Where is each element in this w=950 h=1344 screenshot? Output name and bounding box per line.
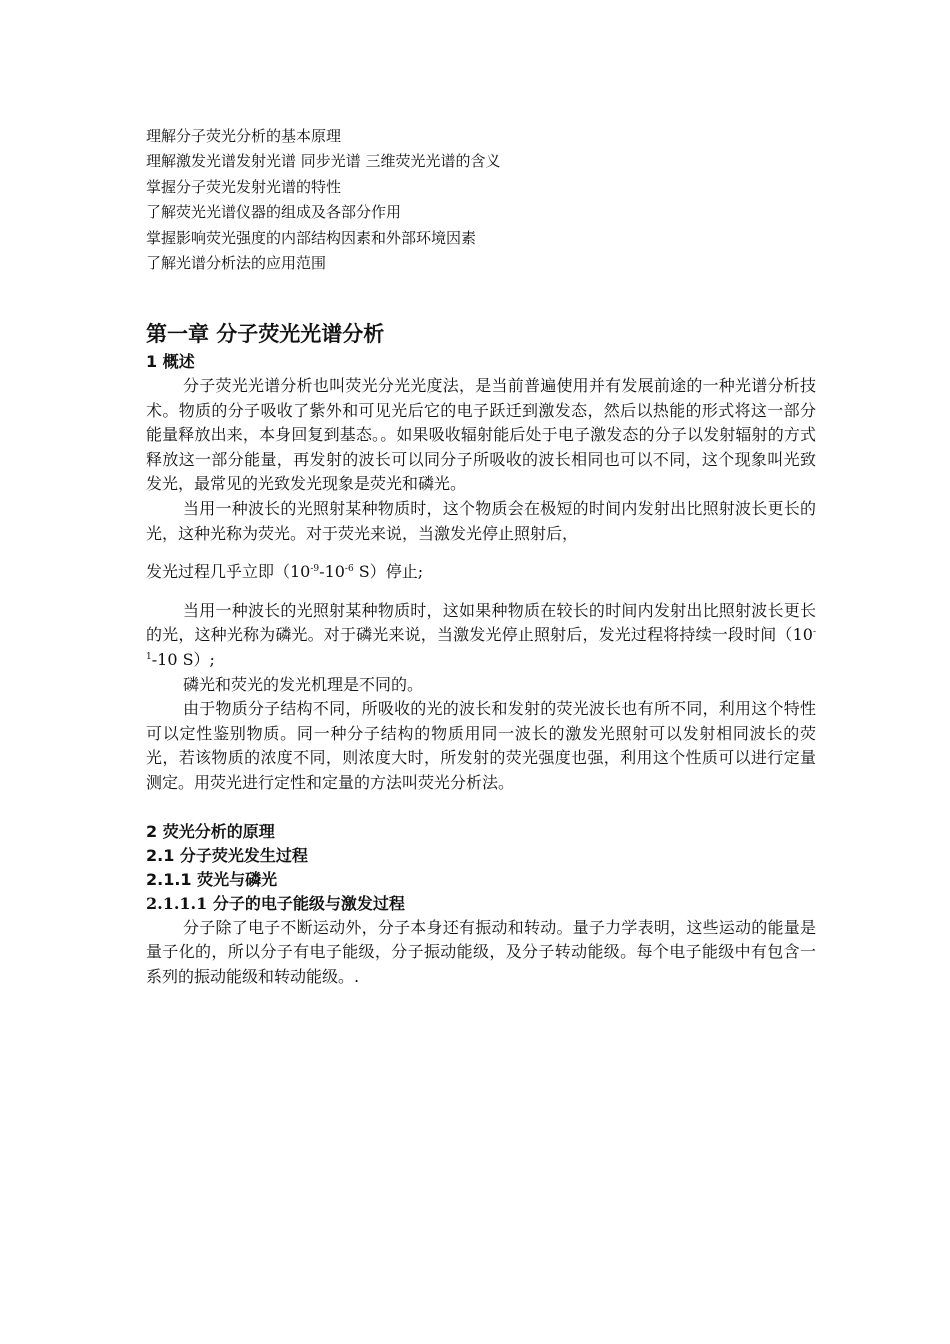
paragraph-fluorescence-time <box>146 560 816 585</box>
objective-line: 了解荧光光谱仪器的组成及各部分作用 <box>146 203 402 222</box>
superscript: -9 <box>310 564 320 575</box>
subsection-heading: 2.1 分子荧光发生过程 <box>146 845 308 865</box>
text-fragment: -10 S）; <box>151 649 215 669</box>
heading-title: 分子的电子能级与激发过程 <box>212 893 405 913</box>
objective-line: 理解分子荧光分析的基本原理 <box>146 127 342 145</box>
learning-objectives <box>146 124 826 276</box>
chapter-body <box>146 318 816 989</box>
heading-number: 2.1.1.1 <box>146 893 213 913</box>
chapter-title: 第一章 分子荧光光谱分析 <box>146 322 385 346</box>
subsubsubsection-heading <box>146 892 816 916</box>
paragraph-energy-levels: 分子除了电子不断运动外，分子本身还有振动和转动。量子力学表明，这些运动的能量是量子化的，所以分子有电子能级，分子振动能级，及分子转动能级。每个电子能级中有包含一系列的振动能级和转动能级。. <box>146 917 816 986</box>
objective-line: 掌握分子荧光发射光谱的特性 <box>146 177 342 196</box>
text-fragment: -10 <box>319 562 345 582</box>
text-fragment: 发光过程几乎立即（10 <box>146 562 311 582</box>
objective-line: 理解激发光谱发射光谱 同步光谱 三维荧光光谱的含义 <box>146 152 501 171</box>
superscript: -6 <box>344 564 354 575</box>
paragraph-fluorescence-def: 当用一种波长的光照射某种物质时，这个物质会在极短的时间内发射出比照射波长更长的光，这种光称为荧光。对于荧光来说，当激发光停止照射后， <box>146 498 816 543</box>
text-fragment: 当用一种波长的光照射某种物质时，这如果种物质在较长的时间内发射出比照射波长更长的光，这种光称为磷光。对于磷光来说，当激发光停止照射后，发光过程将持续一段时间（10 <box>146 600 816 645</box>
paragraph-analysis-method: 由于物质分子结构不同，所吸收的光的波长和发射的荧光波长也有所不同，利用这个特性可以定性鉴别物质。同一种分子结构的物质用同一波长的激发光照射可以发射相同波长的荧光，若该物质的浓度不同，则浓度大时，所发射的荧光强度也强，利用这个性质可以进行定量测定。用荧光进行定性和定量的方法叫荧光分析法。 <box>146 699 816 792</box>
superscript: -1 <box>146 627 816 662</box>
objective-line: 掌握影响荧光强度的内部结构因素和外部环境因素 <box>146 228 477 247</box>
section-heading-principle: 2 荧光分析的原理 <box>146 821 275 841</box>
subsubsection-heading: 2.1.1 荧光与磷光 <box>146 869 278 889</box>
objective-line: 了解光谱分析法的应用范围 <box>146 254 327 273</box>
paragraph-intro: 分子荧光光谱分析也叫荧光分光光度法，是当前普遍使用并有发展前途的一种光谱分析技术。物质的分子吸收了紫外和可见光后它的电子跃迁到激发态，然后以热能的形式将这一部分能量释放出来，本身回复到基态。。如果吸收辐射能后处于电子激发态的分子以发射辐射的方式释放这一部分能量，再发射的波长可以同分子所吸收的波长相同也可以不同，这个现象叫光致发光，最常见的光致发光现象是荧光和磷光。 <box>146 376 816 494</box>
section-heading-overview: 1 概述 <box>146 352 195 371</box>
paragraph-phosphorescence-def <box>146 599 816 673</box>
text-fragment: S）停止; <box>353 562 424 582</box>
paragraph-mechanism: 磷光和荧光的发光机理是不同的。 <box>183 674 424 694</box>
